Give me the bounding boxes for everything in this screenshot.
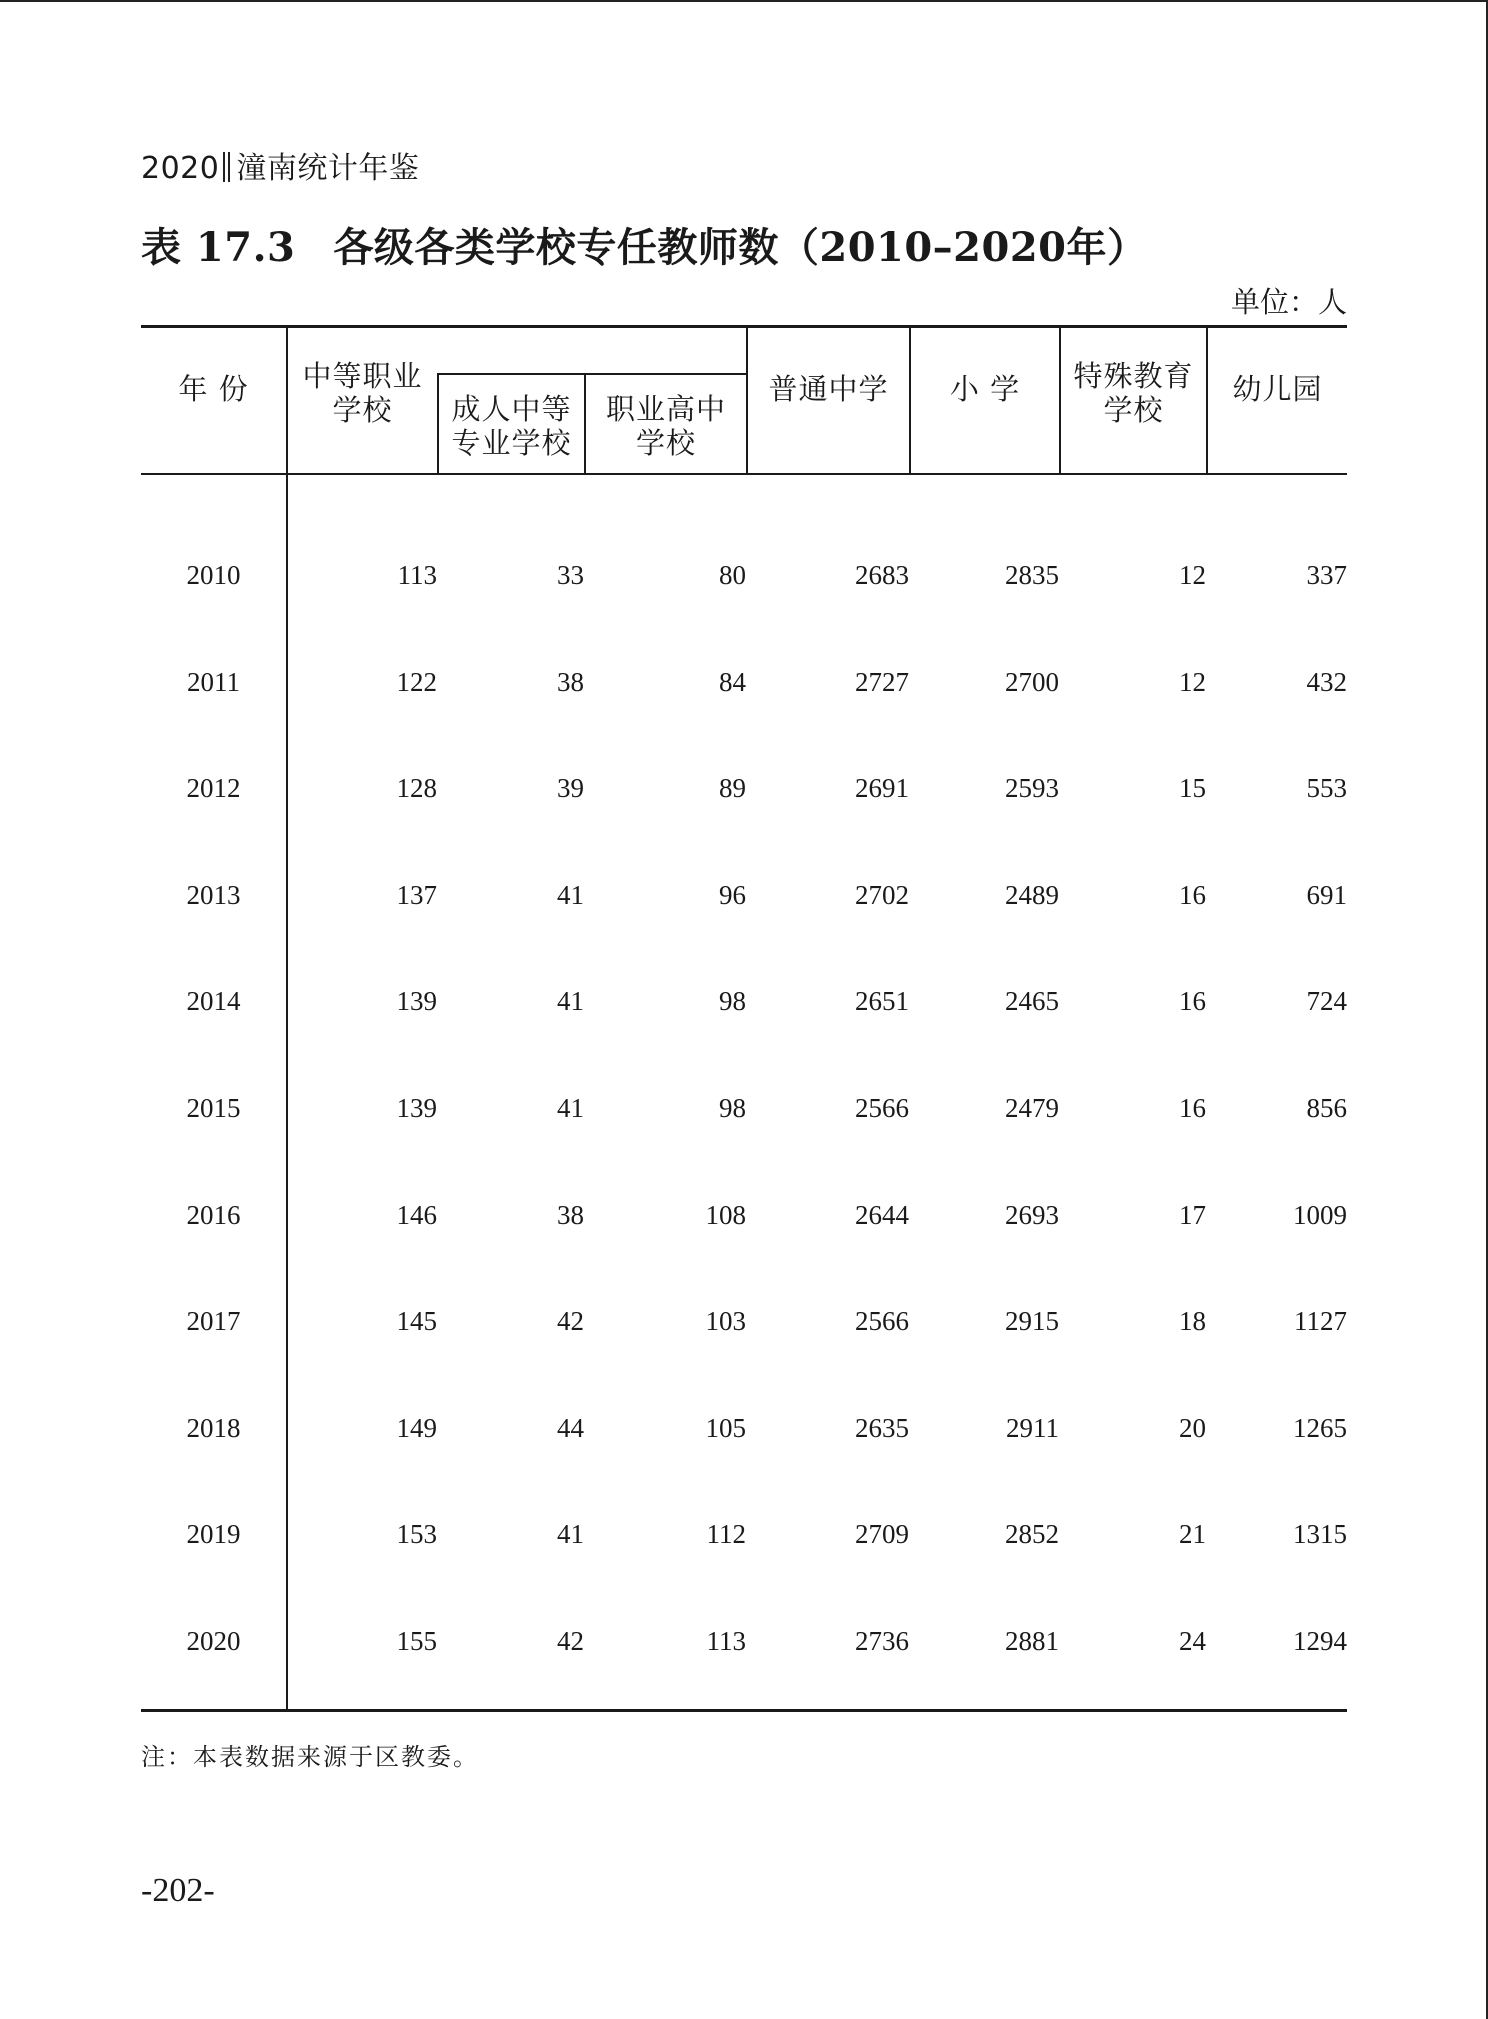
cell-vocational: 139: [396, 986, 437, 1017]
header-adult: 成人中等 专业学校: [451, 392, 572, 460]
cell-kindergarten: 724: [1306, 986, 1347, 1017]
cell-special: 12: [1179, 560, 1206, 590]
running-head-book: 潼南统计年鉴: [236, 151, 420, 186]
cell-vocational-high: 105: [705, 1412, 746, 1443]
cell-special: 21: [1179, 1519, 1206, 1550]
table-number: 表 17.3: [141, 224, 296, 271]
cell-special: 17: [1179, 1199, 1206, 1230]
cell-vocational-high: 80: [719, 560, 746, 590]
cell-kindergarten: 553: [1306, 773, 1347, 804]
cell-kindergarten: 691: [1306, 879, 1347, 910]
cell-general-middle: 2651: [855, 986, 909, 1017]
cell-primary: 2489: [1005, 879, 1059, 910]
cell-general-middle: 2566: [855, 1093, 909, 1123]
unit-label: 单位：人: [1230, 285, 1347, 319]
cell-primary: 2700: [1005, 666, 1059, 697]
cell-adult: 41: [557, 879, 584, 910]
cell-special: 24: [1179, 1626, 1206, 1656]
table-title-text: 各级各类学校专任教师数（2010–2020年）: [333, 224, 1148, 271]
cell-primary: 2479: [1005, 1093, 1059, 1123]
page-top-border: [0, 0, 1488, 2]
cell-vocational: 153: [396, 1519, 437, 1550]
cell-adult: 41: [557, 986, 584, 1017]
cell-vocational: 139: [396, 1093, 437, 1123]
cell-adult: 42: [557, 1626, 584, 1656]
cell-general-middle: 2727: [855, 666, 909, 697]
cell-adult: 33: [557, 560, 584, 590]
cell-vocational: 128: [396, 773, 437, 804]
cell-vocational: 146: [396, 1199, 437, 1230]
cell-adult: 39: [557, 773, 584, 804]
cell-vocational-high: 103: [705, 1306, 746, 1337]
row-year: 2012: [186, 773, 241, 804]
cell-kindergarten: 432: [1306, 666, 1347, 697]
row-year: 2015: [186, 1093, 241, 1123]
cell-special: 18: [1179, 1306, 1206, 1337]
cell-primary: 2593: [1005, 773, 1059, 804]
row-year: 2018: [186, 1412, 241, 1443]
table-top-rule: [141, 325, 1347, 328]
cell-special: 16: [1179, 1093, 1206, 1123]
row-year: 2016: [186, 1199, 241, 1230]
cell-special: 15: [1179, 773, 1206, 804]
cell-primary: 2852: [1005, 1519, 1059, 1550]
cell-primary: 2911: [1006, 1412, 1059, 1443]
header-general-middle: 普通中学: [768, 372, 889, 406]
row-year: 2014: [186, 986, 241, 1017]
row-year: 2019: [186, 1519, 241, 1550]
page-number: -202-: [141, 1872, 215, 1909]
cell-kindergarten: 1009: [1293, 1199, 1347, 1230]
cell-primary: 2693: [1005, 1199, 1059, 1230]
cell-special: 12: [1179, 666, 1206, 697]
cell-kindergarten: 1294: [1293, 1626, 1347, 1656]
cell-general-middle: 2635: [855, 1412, 909, 1443]
cell-kindergarten: 337: [1306, 560, 1347, 590]
header-primary: 小 学: [949, 372, 1021, 406]
cell-general-middle: 2736: [855, 1626, 909, 1656]
row-year: 2010: [186, 560, 241, 590]
cell-vocational-high: 112: [706, 1519, 746, 1550]
cell-vocational: 149: [396, 1412, 437, 1443]
cell-adult: 44: [557, 1412, 584, 1443]
table-note: 注：本表数据来源于区教委。: [141, 1743, 479, 1771]
cell-vocational: 145: [396, 1306, 437, 1337]
cell-adult: 42: [557, 1306, 584, 1337]
row-year: 2011: [187, 666, 240, 697]
cell-vocational-high: 108: [705, 1199, 746, 1230]
cell-vocational-high: 89: [719, 773, 746, 804]
cell-special: 16: [1179, 986, 1206, 1017]
header-vocational: 中等职业 学校: [302, 359, 423, 427]
cell-vocational: 113: [397, 560, 437, 590]
header-kindergarten: 幼儿园: [1232, 372, 1323, 406]
header-year: 年 份: [178, 372, 249, 406]
cell-adult: 38: [557, 666, 584, 697]
cell-vocational: 137: [396, 879, 437, 910]
cell-kindergarten: 856: [1306, 1093, 1347, 1123]
table-bottom-rule: [141, 1709, 1347, 1712]
cell-special: 16: [1179, 879, 1206, 910]
cell-vocational: 122: [396, 666, 437, 697]
cell-vocational-high: 98: [719, 1093, 746, 1123]
cell-general-middle: 2709: [855, 1519, 909, 1550]
cell-primary: 2915: [1005, 1306, 1059, 1337]
cell-special: 20: [1179, 1412, 1206, 1443]
cell-vocational-high: 113: [706, 1626, 746, 1656]
cell-general-middle: 2702: [855, 879, 909, 910]
cell-vocational-high: 84: [719, 666, 746, 697]
row-year: 2017: [186, 1306, 241, 1337]
header-bottom-rule: [141, 473, 1347, 475]
cell-adult: 41: [557, 1093, 584, 1123]
cell-vocational-high: 96: [719, 879, 746, 910]
cell-primary: 2881: [1005, 1626, 1059, 1656]
cell-vocational: 155: [396, 1626, 437, 1656]
stub-divider: [286, 328, 288, 1709]
row-year: 2013: [186, 879, 241, 910]
cell-general-middle: 2644: [855, 1199, 909, 1230]
header-vocational-high: 职业高中 学校: [605, 392, 726, 460]
cell-kindergarten: 1127: [1294, 1306, 1347, 1337]
cell-general-middle: 2683: [855, 560, 909, 590]
row-year: 2020: [186, 1626, 241, 1656]
subheader-rule: [437, 373, 747, 375]
running-head-separator: [223, 152, 230, 182]
cell-primary: 2835: [1005, 560, 1059, 590]
cell-general-middle: 2566: [855, 1306, 909, 1337]
cell-kindergarten: 1315: [1293, 1519, 1347, 1550]
cell-general-middle: 2691: [855, 773, 909, 804]
table-title: [141, 216, 1148, 273]
cell-adult: 38: [557, 1199, 584, 1230]
running-head: [141, 143, 419, 187]
cell-kindergarten: 1265: [1293, 1412, 1347, 1443]
cell-primary: 2465: [1005, 986, 1059, 1017]
cell-adult: 41: [557, 1519, 584, 1550]
running-head-year: 2020: [141, 151, 220, 186]
cell-vocational-high: 98: [719, 986, 746, 1017]
header-special: 特殊教育 学校: [1073, 359, 1194, 427]
